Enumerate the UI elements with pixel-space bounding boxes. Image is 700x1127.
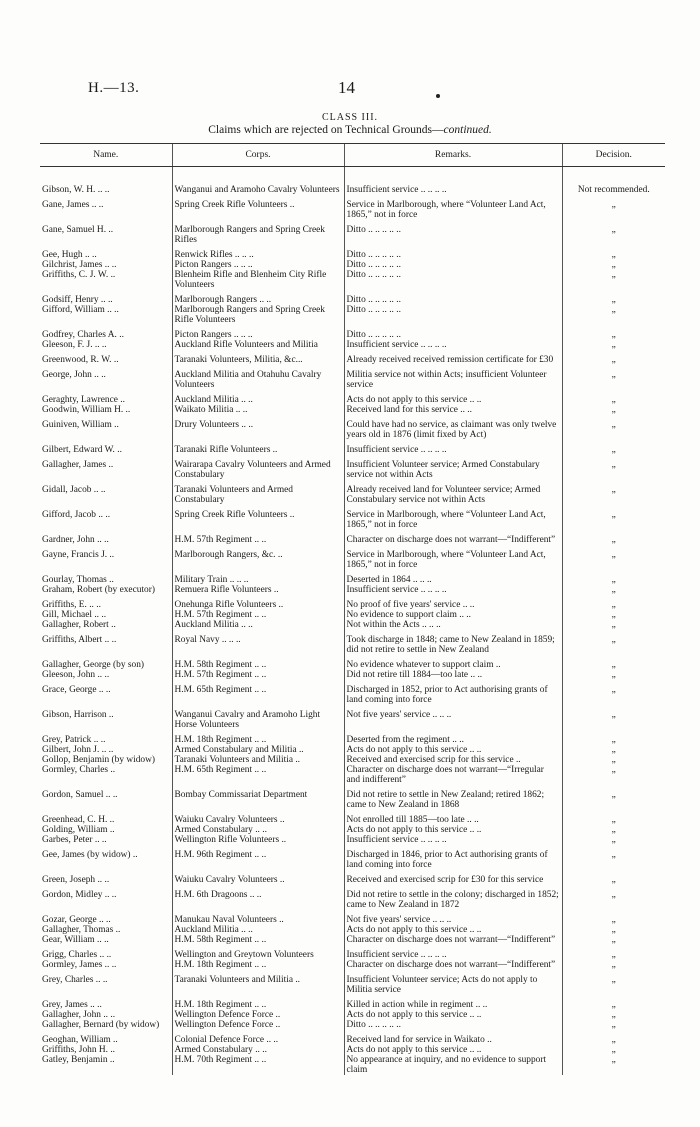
cell-decision: „ [562,885,665,910]
cell-corps: Taranaki Rifle Volunteers .. [172,440,344,455]
cell-remarks: Ditto .. .. .. .. .. [344,220,562,245]
cell-name: Gane, Samuel H. .. [42,225,114,235]
cell-remarks: Character on discharge does not warrant—“Indifferent” [344,960,562,970]
cell-remarks: Not five years' service .. .. .. [344,910,562,925]
cell-name: Gee, James (by widow) .. [42,850,138,860]
cell-name: Gee, Hugh .. .. [42,250,97,260]
cell-decision: „ [562,530,665,545]
cell-name: Golding, William .. [42,825,115,835]
cell-remarks: Could have had no service, as claimant was only twelve years old in 1876 (limit fixed by Act) [344,415,562,440]
table-row [40,655,665,670]
cell-name: Geoghan, William .. [42,1035,118,1045]
cell-corps: Waikato Militia .. .. [172,405,344,415]
cell-name: Grey, Patrick .. .. [42,735,106,745]
cell-name: Gidall, Jacob .. .. [42,485,106,495]
cell-corps: Taranaki Volunteers and Militia .. [172,755,344,765]
cell-name: Green, Joseph .. .. [42,875,110,885]
table-row [40,730,665,745]
table-row [40,1010,665,1020]
table-row [40,305,665,325]
table-header-row [40,144,665,167]
cell-remarks: Deserted from the regiment .. .. [344,730,562,745]
table-row [40,870,665,885]
cell-corps: Taranaki Volunteers and Armed Constabulary [172,480,344,505]
table-row [40,325,665,340]
cell-remarks: Insufficient Volunteer service; Armed Constabulary service not within Acts [344,455,562,480]
table-row [40,995,665,1010]
cell-corps: H.M. 57th Regiment .. .. [172,670,344,680]
cell-decision: „ [562,630,665,655]
cell-name: Gleeson, F. J. .. .. [42,340,107,350]
table-row [40,785,665,810]
cell-name: Gatley, Benjamin .. [42,1055,115,1065]
table-row [40,1020,665,1030]
cell-decision: „ [562,340,665,350]
cell-name: Gollop, Benjamin (by widow) [42,755,156,765]
cell-decision: „ [562,945,665,960]
cell-decision: „ [562,290,665,305]
cell-decision: „ [562,970,665,995]
cell-corps: H.M. 65th Regiment .. .. [172,680,344,705]
cell-decision: „ [562,325,665,340]
cell-name: Gane, James .. .. [42,200,104,210]
cell-corps: Auckland Militia .. .. [172,390,344,405]
cell-decision: „ [562,1020,665,1030]
table-row [40,630,665,655]
cell-corps: H.M. 58th Regiment .. .. [172,655,344,670]
cell-corps: Armed Constabulary and Militia .. [172,745,344,755]
cell-name: Gibson, W. H. .. .. [42,185,110,195]
cell-name: Gormley, James .. .. [42,960,117,970]
cell-corps: Spring Creek Rifle Volunteers .. [172,195,344,220]
table-row [40,365,665,390]
cell-remarks: Did not retire to settle in the colony; discharged in 1852; came to New Zealand in 1872 [344,885,562,910]
cell-decision: „ [562,1030,665,1045]
table-caption [0,124,700,136]
table-row [40,945,665,960]
cell-name: Gardner, John .. .. [42,535,109,545]
cell-name: Gilbert, Edward W. .. [42,445,122,455]
ink-dot [436,94,440,98]
page-header [0,78,700,108]
cell-corps: Marlborough Rangers and Spring Creek Rifle Volunteers [172,305,344,325]
cell-remarks: No evidence whatever to support claim .. [344,655,562,670]
table-row [40,705,665,730]
table-row [40,960,665,970]
cell-name: Gear, William .. .. [42,935,109,945]
caption-continued: continued. [443,124,492,136]
cell-decision: „ [562,1055,665,1075]
cell-decision: „ [562,995,665,1010]
cell-decision: „ [562,390,665,405]
table-row [40,260,665,270]
cell-corps: H.M. 6th Dragoons .. .. [172,885,344,910]
cell-remarks: Insufficient service .. .. .. .. [344,440,562,455]
cell-corps: Taranaki Volunteers and Militia .. [172,970,344,995]
cell-decision: „ [562,705,665,730]
cell-corps: Auckland Militia .. .. [172,620,344,630]
cell-remarks: No evidence to support claim .. .. [344,610,562,620]
cell-corps: Waiuku Cavalry Volunteers .. [172,870,344,885]
cell-decision: „ [562,365,665,390]
table-row [40,910,665,925]
cell-remarks: Not within the Acts .. .. .. [344,620,562,630]
cell-corps: Renwick Rifles .. .. .. [172,245,344,260]
cell-corps: Drury Volunteers .. .. [172,415,344,440]
cell-corps: Wellington Defence Force .. [172,1020,344,1030]
table-row [40,935,665,945]
column-header-decision: Decision. [562,144,665,167]
cell-remarks: Received land for service in Waikato .. [344,1030,562,1045]
cell-name: Gilchrist, James .. .. [42,260,117,270]
cell-remarks: Did not retire to settle in New Zealand; retired 1862; came to New Zealand in 1868 [344,785,562,810]
cell-name: Gayne, Francis J. .. [42,550,115,560]
cell-name: Godfrey, Charles A. .. [42,330,124,340]
cell-remarks: Already received land for Volunteer service; Armed Constabulary service not within Acts [344,480,562,505]
table-row [40,620,665,630]
cell-remarks: Acts do not apply to this service .. .. [344,390,562,405]
cell-remarks: Service in Marlborough, where “Volunteer Land Act, 1865,” not in force [344,505,562,530]
cell-corps: Picton Rangers .. .. .. [172,260,344,270]
cell-name: Gallagher, Robert .. [42,620,116,630]
cell-remarks: Ditto .. .. .. .. .. [344,305,562,325]
cell-corps: Marlborough Rangers and Spring Creek Rifles [172,220,344,245]
cell-remarks: Did not retire till 1884—too late .. .. [344,670,562,680]
cell-remarks: Ditto .. .. .. .. .. [344,245,562,260]
table-row [40,845,665,870]
cell-remarks: Acts do not apply to this service .. .. [344,1010,562,1020]
column-header-name: Name. [40,144,172,167]
cell-name: Greenhead, C. H. .. [42,815,115,825]
cell-remarks: Insufficient service .. .. .. .. [344,945,562,960]
table-row [40,245,665,260]
cell-corps: Auckland Militia and Otahuhu Cavalry Volunteers [172,365,344,390]
cell-name: Griffiths, Albert .. .. [42,635,117,645]
cell-decision: „ [562,440,665,455]
cell-corps: Wairarapa Cavalry Volunteers and Armed Constabulary [172,455,344,480]
cell-remarks: Ditto .. .. .. .. .. [344,270,562,290]
cell-decision: „ [562,960,665,970]
cell-decision: „ [562,570,665,585]
cell-decision: „ [562,195,665,220]
table-row [40,765,665,785]
cell-name: Greenwood, R. W. .. [42,355,119,365]
cell-corps: Wanganui and Aramoho Cavalry Volunteers [172,185,344,195]
cell-corps: Military Train .. .. .. [172,570,344,585]
cell-corps: Marlborough Rangers, &c. .. [172,545,344,570]
cell-decision: „ [562,260,665,270]
cell-decision: „ [562,480,665,505]
cell-remarks: Acts do not apply to this service .. .. [344,925,562,935]
cell-corps: Colonial Defence Force .. .. [172,1030,344,1045]
cell-decision: „ [562,785,665,810]
cell-decision: „ [562,845,665,870]
cell-decision: „ [562,745,665,755]
table-row [40,405,665,415]
cell-remarks: Acts do not apply to this service .. .. [344,825,562,835]
column-header-remarks: Remarks. [344,144,562,167]
table-row [40,680,665,705]
cell-remarks: Took discharge in 1848; came to New Zealand in 1859; did not retire to settle in New Zealand [344,630,562,655]
cell-decision: „ [562,765,665,785]
cell-corps: H.M. 58th Regiment .. .. [172,935,344,945]
cell-decision: „ [562,415,665,440]
cell-decision: „ [562,680,665,705]
table-row [40,670,665,680]
cell-corps: H.M. 18th Regiment .. .. [172,730,344,745]
cell-corps: Auckland Militia .. .. [172,925,344,935]
cell-corps: Armed Constabulary .. .. [172,1045,344,1055]
cell-decision: „ [562,730,665,745]
cell-name: Griffiths, John H. .. [42,1045,116,1055]
cell-name: Gifford, William .. .. [42,305,119,315]
cell-name: Gordon, Samuel .. .. [42,790,118,800]
cell-remarks: No proof of five years' service .. .. [344,595,562,610]
cell-decision: „ [562,655,665,670]
cell-decision: „ [562,350,665,365]
cell-corps: H.M. 18th Regiment .. .. [172,960,344,970]
cell-corps: H.M. 96th Regiment .. .. [172,845,344,870]
cell-remarks: Insufficient service .. .. .. .. [344,835,562,845]
cell-remarks: Killed in action while in regiment .. .. [344,995,562,1010]
cell-decision: „ [562,610,665,620]
cell-decision: „ [562,935,665,945]
cell-corps: Wellington Defence Force .. [172,1010,344,1020]
cell-remarks: Received land for this service .. .. [344,405,562,415]
cell-name: Gilbert, John J. .. .. [42,745,114,755]
cell-name: Gallagher, James .. [42,460,114,470]
cell-name: Griffiths, C. J. W. .. [42,270,116,280]
cell-name: Grey, James .. .. [42,1000,102,1010]
cell-remarks: Not enrolled till 1885—too late .. .. [344,810,562,825]
cell-remarks: Discharged in 1846, prior to Act authorising grants of land coming into force [344,845,562,870]
cell-corps: Taranaki Volunteers, Militia, &c... [172,350,344,365]
cell-decision: „ [562,620,665,630]
cell-corps: H.M. 70th Regiment .. .. [172,1055,344,1075]
cell-name: Gordon, Midley .. .. [42,890,117,900]
cell-decision: „ [562,1045,665,1055]
cell-remarks: Ditto .. .. .. .. .. [344,1020,562,1030]
table-row [40,505,665,530]
cell-name: Gallagher, John .. .. [42,1010,116,1020]
table-row [40,810,665,825]
cell-name: Gallagher, George (by son) [42,660,145,670]
cell-name: Godsiff, Henry .. .. [42,295,113,305]
cell-corps: Wanganui Cavalry and Aramoho Light Horse Volunteers [172,705,344,730]
cell-name: Gifford, Jacob .. .. [42,510,111,520]
cell-corps: Blenheim Rifle and Blenheim City Rifle Volunteers [172,270,344,290]
cell-name: Garbes, Peter .. .. [42,835,107,845]
table-row [40,290,665,305]
cell-name: Gozar, George .. .. [42,915,111,925]
table-row [40,925,665,935]
cell-name: Gleeson, John .. .. [42,670,110,680]
caption-main: Claims which are rejected on Technical Grounds— [208,124,444,136]
table-row [40,745,665,755]
table-row [40,595,665,610]
table-row [40,545,665,570]
cell-remarks: Deserted in 1864 .. .. .. [344,570,562,585]
cell-decision: „ [562,405,665,415]
table-row [40,530,665,545]
cell-corps: Onehunga Rifle Volunteers .. [172,595,344,610]
cell-name: Griffiths, E. .. .. [42,600,101,610]
cell-remarks: Insufficient service .. .. .. .. [344,340,562,350]
table-row [40,885,665,910]
cell-decision: „ [562,835,665,845]
cell-remarks: Ditto .. .. .. .. .. [344,325,562,340]
cell-remarks: Acts do not apply to this service .. .. [344,745,562,755]
cell-decision: „ [562,585,665,595]
cell-remarks: Not five years' service .. .. .. [344,705,562,730]
table-row [40,1045,665,1055]
cell-decision: „ [562,305,665,325]
claims-table [40,143,665,1075]
cell-name: Guiniven, William .. [42,420,119,430]
cell-remarks: Already received received remission certificate for £30 [344,350,562,365]
table-row [40,220,665,245]
cell-name: Gallagher, Bernard (by widow) [42,1020,160,1030]
class-heading: CLASS III. [321,112,379,123]
table-row [40,390,665,405]
cell-corps: Manukau Naval Volunteers .. [172,910,344,925]
cell-name: Grigg, Charles .. .. [42,950,112,960]
cell-corps: Marlborough Rangers .. .. [172,290,344,305]
table-row [40,440,665,455]
cell-remarks: Acts do not apply to this service .. .. [344,1045,562,1055]
cell-decision: „ [562,910,665,925]
cell-corps: Picton Rangers .. .. .. [172,325,344,340]
cell-corps: Armed Constabulary .. .. [172,825,344,835]
table-row [40,185,665,195]
cell-decision: „ [562,810,665,825]
cell-decision: „ [562,545,665,570]
spacer-row [40,167,665,186]
cell-corps: H.M. 65th Regiment .. .. [172,765,344,785]
cell-remarks: Received and exercised scrip for this service .. [344,755,562,765]
cell-name: Graham, Robert (by executor) [42,585,155,595]
cell-name: Grey, Charles .. .. [42,975,108,985]
cell-name: Gourlay, Thomas .. [42,575,114,585]
cell-corps: H.M. 57th Regiment .. .. [172,530,344,545]
cell-decision: „ [562,220,665,245]
cell-remarks: No appearance at inquiry, and no evidence to support claim [344,1055,562,1075]
cell-name: George, John .. .. [42,370,106,380]
table-row [40,340,665,350]
table-row [40,570,665,585]
cell-corps: Auckland Rifle Volunteers and Militia [172,340,344,350]
table-row [40,835,665,845]
cell-name: Grace, George .. .. [42,685,111,695]
cell-corps: Waiuku Cavalry Volunteers .. [172,810,344,825]
cell-remarks: Discharged in 1852, prior to Act authorising grants of land coming into force [344,680,562,705]
table-row [40,610,665,620]
table-row [40,1055,665,1075]
cell-corps: H.M. 18th Regiment .. .. [172,995,344,1010]
table-row [40,585,665,595]
table-row [40,755,665,765]
cell-decision: „ [562,1010,665,1020]
table-row [40,1030,665,1045]
cell-name: Gill, Michael .. .. [42,610,107,620]
table-row [40,415,665,440]
cell-name: Geraghty, Lawrence .. [42,395,125,405]
cell-decision: „ [562,595,665,610]
cell-remarks: Ditto .. .. .. .. .. [344,290,562,305]
cell-remarks: Service in Marlborough, where “Volunteer Land Act, 1865,” not in force [344,195,562,220]
cell-decision: „ [562,870,665,885]
cell-decision: „ [562,925,665,935]
cell-remarks: Character on discharge does not warrant—“Indifferent” [344,935,562,945]
document-reference: H.—13. [88,80,140,96]
table-row [40,825,665,835]
cell-remarks: Received and exercised scrip for £30 for this service [344,870,562,885]
cell-decision: „ [562,455,665,480]
cell-decision: „ [562,825,665,835]
table-row [40,350,665,365]
table-body [40,167,665,1076]
cell-remarks: Insufficient Volunteer service; Acts do not apply to Militia service [344,970,562,995]
cell-decision: Not recommended. [562,185,665,195]
cell-remarks: Insufficient service .. .. .. .. [344,185,562,195]
table-row [40,455,665,480]
cell-remarks: Character on discharge does not warrant—“Indifferent” [344,530,562,545]
table-row [40,480,665,505]
table-row [40,270,665,290]
cell-remarks: Character on discharge does not warrant—“Irregular and indifferent” [344,765,562,785]
table-row [40,195,665,220]
cell-decision: „ [562,245,665,260]
cell-decision: „ [562,270,665,290]
cell-decision: „ [562,670,665,680]
cell-corps: Wellington and Greytown Volunteers [172,945,344,960]
cell-remarks: Service in Marlborough, where “Volunteer Land Act, 1865,” not in force [344,545,562,570]
cell-name: Gallagher, Thomas .. [42,925,121,935]
cell-name: Goodwin, William H. .. [42,405,131,415]
table-row [40,970,665,995]
cell-remarks: Insufficient service .. .. .. .. [344,585,562,595]
cell-corps: Wellington Rifle Volunteers .. [172,835,344,845]
cell-name: Gormley, Charles .. [42,765,116,775]
column-header-corps: Corps. [172,144,344,167]
cell-decision: „ [562,505,665,530]
cell-name: Gibson, Harrison .. [42,710,114,720]
page-number: 14 [338,78,355,97]
cell-corps: Bombay Commissariat Department [172,785,344,810]
cell-remarks: Ditto .. .. .. .. .. [344,260,562,270]
cell-corps: Remuera Rifle Volunteers .. [172,585,344,595]
cell-corps: H.M. 57th Regiment .. .. [172,610,344,620]
cell-remarks: Militia service not within Acts; insufficient Volunteer service [344,365,562,390]
cell-corps: Spring Creek Rifle Volunteers .. [172,505,344,530]
cell-decision: „ [562,755,665,765]
cell-corps: Royal Navy .. .. .. [172,630,344,655]
